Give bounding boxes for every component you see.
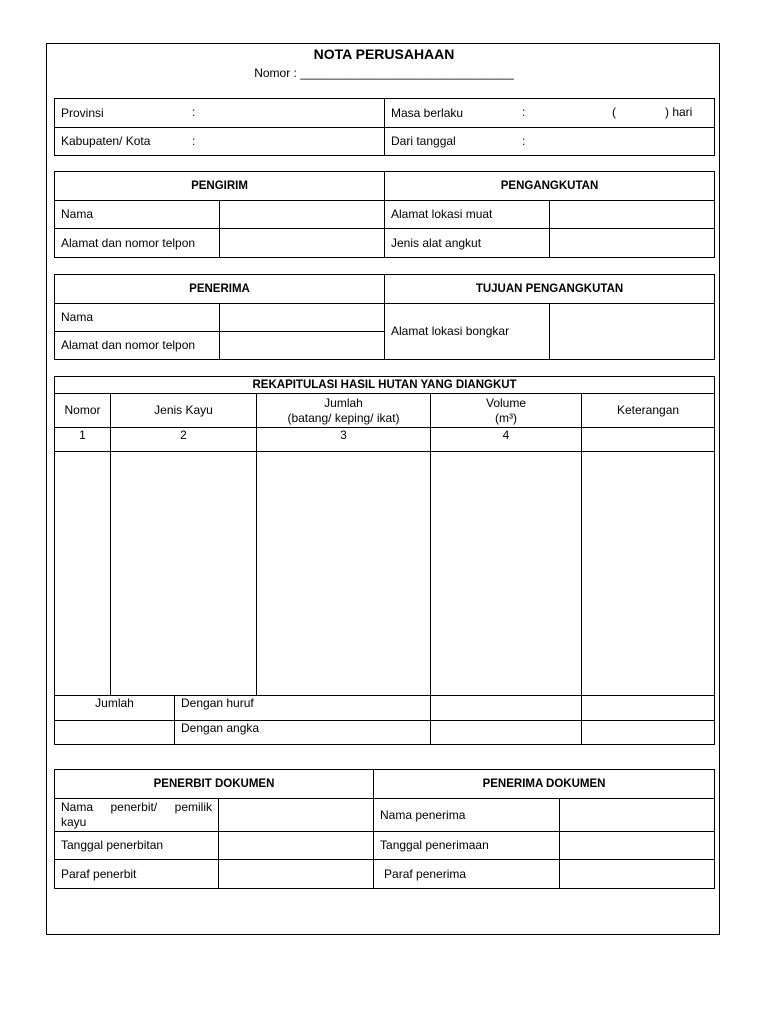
paraf-penerbit-input[interactable] <box>219 860 374 889</box>
lokasi-muat-input[interactable] <box>550 201 715 229</box>
dengan-angka-label: Dengan angka <box>175 721 431 745</box>
col-number-3: 3 <box>257 428 431 452</box>
col-number-4: 4 <box>431 428 582 452</box>
rekap-body-jumlah[interactable] <box>257 452 431 696</box>
kabupaten-label: Kabupaten/ Kota <box>61 134 151 148</box>
col-jenis-kayu: Jenis Kayu <box>111 394 257 428</box>
rekap-body-keterangan[interactable] <box>582 452 715 696</box>
info-table <box>54 98 715 156</box>
jumlah-label: Jumlah <box>55 696 175 721</box>
pengirim-heading: PENGIRIM <box>55 172 385 201</box>
col-number-2: 2 <box>111 428 257 452</box>
nama-penerbit-input[interactable] <box>219 799 374 832</box>
pengirim-table <box>54 171 715 258</box>
lokasi-muat-label: Alamat lokasi muat <box>385 201 550 229</box>
rekap-body-jenis-kayu[interactable] <box>111 452 257 696</box>
pengirim-alamat-label: Alamat dan nomor telpon <box>55 229 220 258</box>
penerima-nama-label: Nama <box>55 304 220 332</box>
lokasi-bongkar-input[interactable] <box>550 304 715 360</box>
paraf-penerima-input[interactable] <box>560 860 715 889</box>
colon: : <box>192 134 196 148</box>
paraf-penerbit-label: Paraf penerbit <box>55 860 219 889</box>
dengan-angka-volume[interactable] <box>431 721 582 745</box>
penerima-heading: PENERIMA <box>55 275 385 304</box>
penerima-alamat-label: Alamat dan nomor telpon <box>55 332 220 360</box>
rekap-table <box>54 376 715 745</box>
pengirim-nama-input[interactable] <box>220 201 385 229</box>
tanggal-penerbitan-label: Tanggal penerbitan <box>55 832 219 860</box>
rekap-body-volume[interactable] <box>431 452 582 696</box>
provinsi-cell[interactable] <box>55 99 385 128</box>
paraf-penerima-label: Paraf penerima <box>374 860 560 889</box>
masa-berlaku-cell[interactable] <box>385 99 715 128</box>
nama-penerima-label: Nama penerima <box>374 799 560 832</box>
tanggal-penerimaan-input[interactable] <box>560 832 715 860</box>
dokumen-table <box>54 769 715 889</box>
tanggal-penerimaan-label: Tanggal penerimaan <box>374 832 560 860</box>
rekap-body-nomor[interactable] <box>55 452 111 696</box>
provinsi-label: Provinsi <box>61 105 104 120</box>
form-title: NOTA PERUSAHAAN <box>313 46 455 62</box>
jumlah-empty <box>55 721 175 745</box>
penerbit-heading: PENERBIT DOKUMEN <box>55 770 374 799</box>
col-volume-title: Volume <box>485 395 527 410</box>
nama-penerbit-label: Nama penerbit/ pemilik kayu <box>55 799 219 832</box>
col-jumlah <box>257 394 431 428</box>
col-jumlah-unit: (batang/ keping/ ikat) <box>287 410 400 425</box>
rekap-heading: REKAPITULASI HASIL HUTAN YANG DIANGKUT <box>55 377 715 394</box>
jenis-alat-label: Jenis alat angkut <box>385 229 550 258</box>
dari-tanggal-label: Dari tanggal <box>391 134 456 148</box>
dengan-angka-keterangan[interactable] <box>582 721 715 745</box>
dengan-huruf-volume[interactable] <box>431 696 582 721</box>
pengangkutan-heading: PENGANGKUTAN <box>385 172 715 201</box>
dengan-huruf-keterangan[interactable] <box>582 696 715 721</box>
col-number-1: 1 <box>55 428 111 452</box>
kabupaten-cell[interactable] <box>55 128 385 156</box>
hari-label: ) hari <box>665 105 693 119</box>
colon: : <box>522 134 526 148</box>
penerima-alamat-input[interactable] <box>220 332 385 360</box>
col-nomor: Nomor <box>55 394 111 428</box>
col-jumlah-title: Jumlah <box>324 395 363 410</box>
penerima-nama-input[interactable] <box>220 304 385 332</box>
pengirim-nama-label: Nama <box>55 201 220 229</box>
colon: : <box>522 105 526 119</box>
col-number-5 <box>582 428 715 452</box>
penerima-dokumen-heading: PENERIMA DOKUMEN <box>374 770 715 799</box>
col-keterangan: Keterangan <box>582 394 715 428</box>
masa-berlaku-label: Masa berlaku <box>391 105 464 120</box>
col-volume <box>431 394 582 428</box>
tanggal-penerbitan-input[interactable] <box>219 832 374 860</box>
nomor-field[interactable]: Nomor : ________________________________ <box>254 66 514 80</box>
tujuan-heading: TUJUAN PENGANGKUTAN <box>385 275 715 304</box>
colon: : <box>192 105 196 119</box>
penerima-table <box>54 274 715 360</box>
jenis-alat-input[interactable] <box>550 229 715 258</box>
pengirim-alamat-input[interactable] <box>220 229 385 258</box>
lokasi-bongkar-label: Alamat lokasi bongkar <box>385 304 550 360</box>
dari-tanggal-cell[interactable] <box>385 128 715 156</box>
open-paren: ( <box>612 105 616 119</box>
col-volume-unit: (m³) <box>495 410 517 425</box>
dengan-huruf-label: Dengan huruf <box>175 696 431 721</box>
nama-penerima-input[interactable] <box>560 799 715 832</box>
